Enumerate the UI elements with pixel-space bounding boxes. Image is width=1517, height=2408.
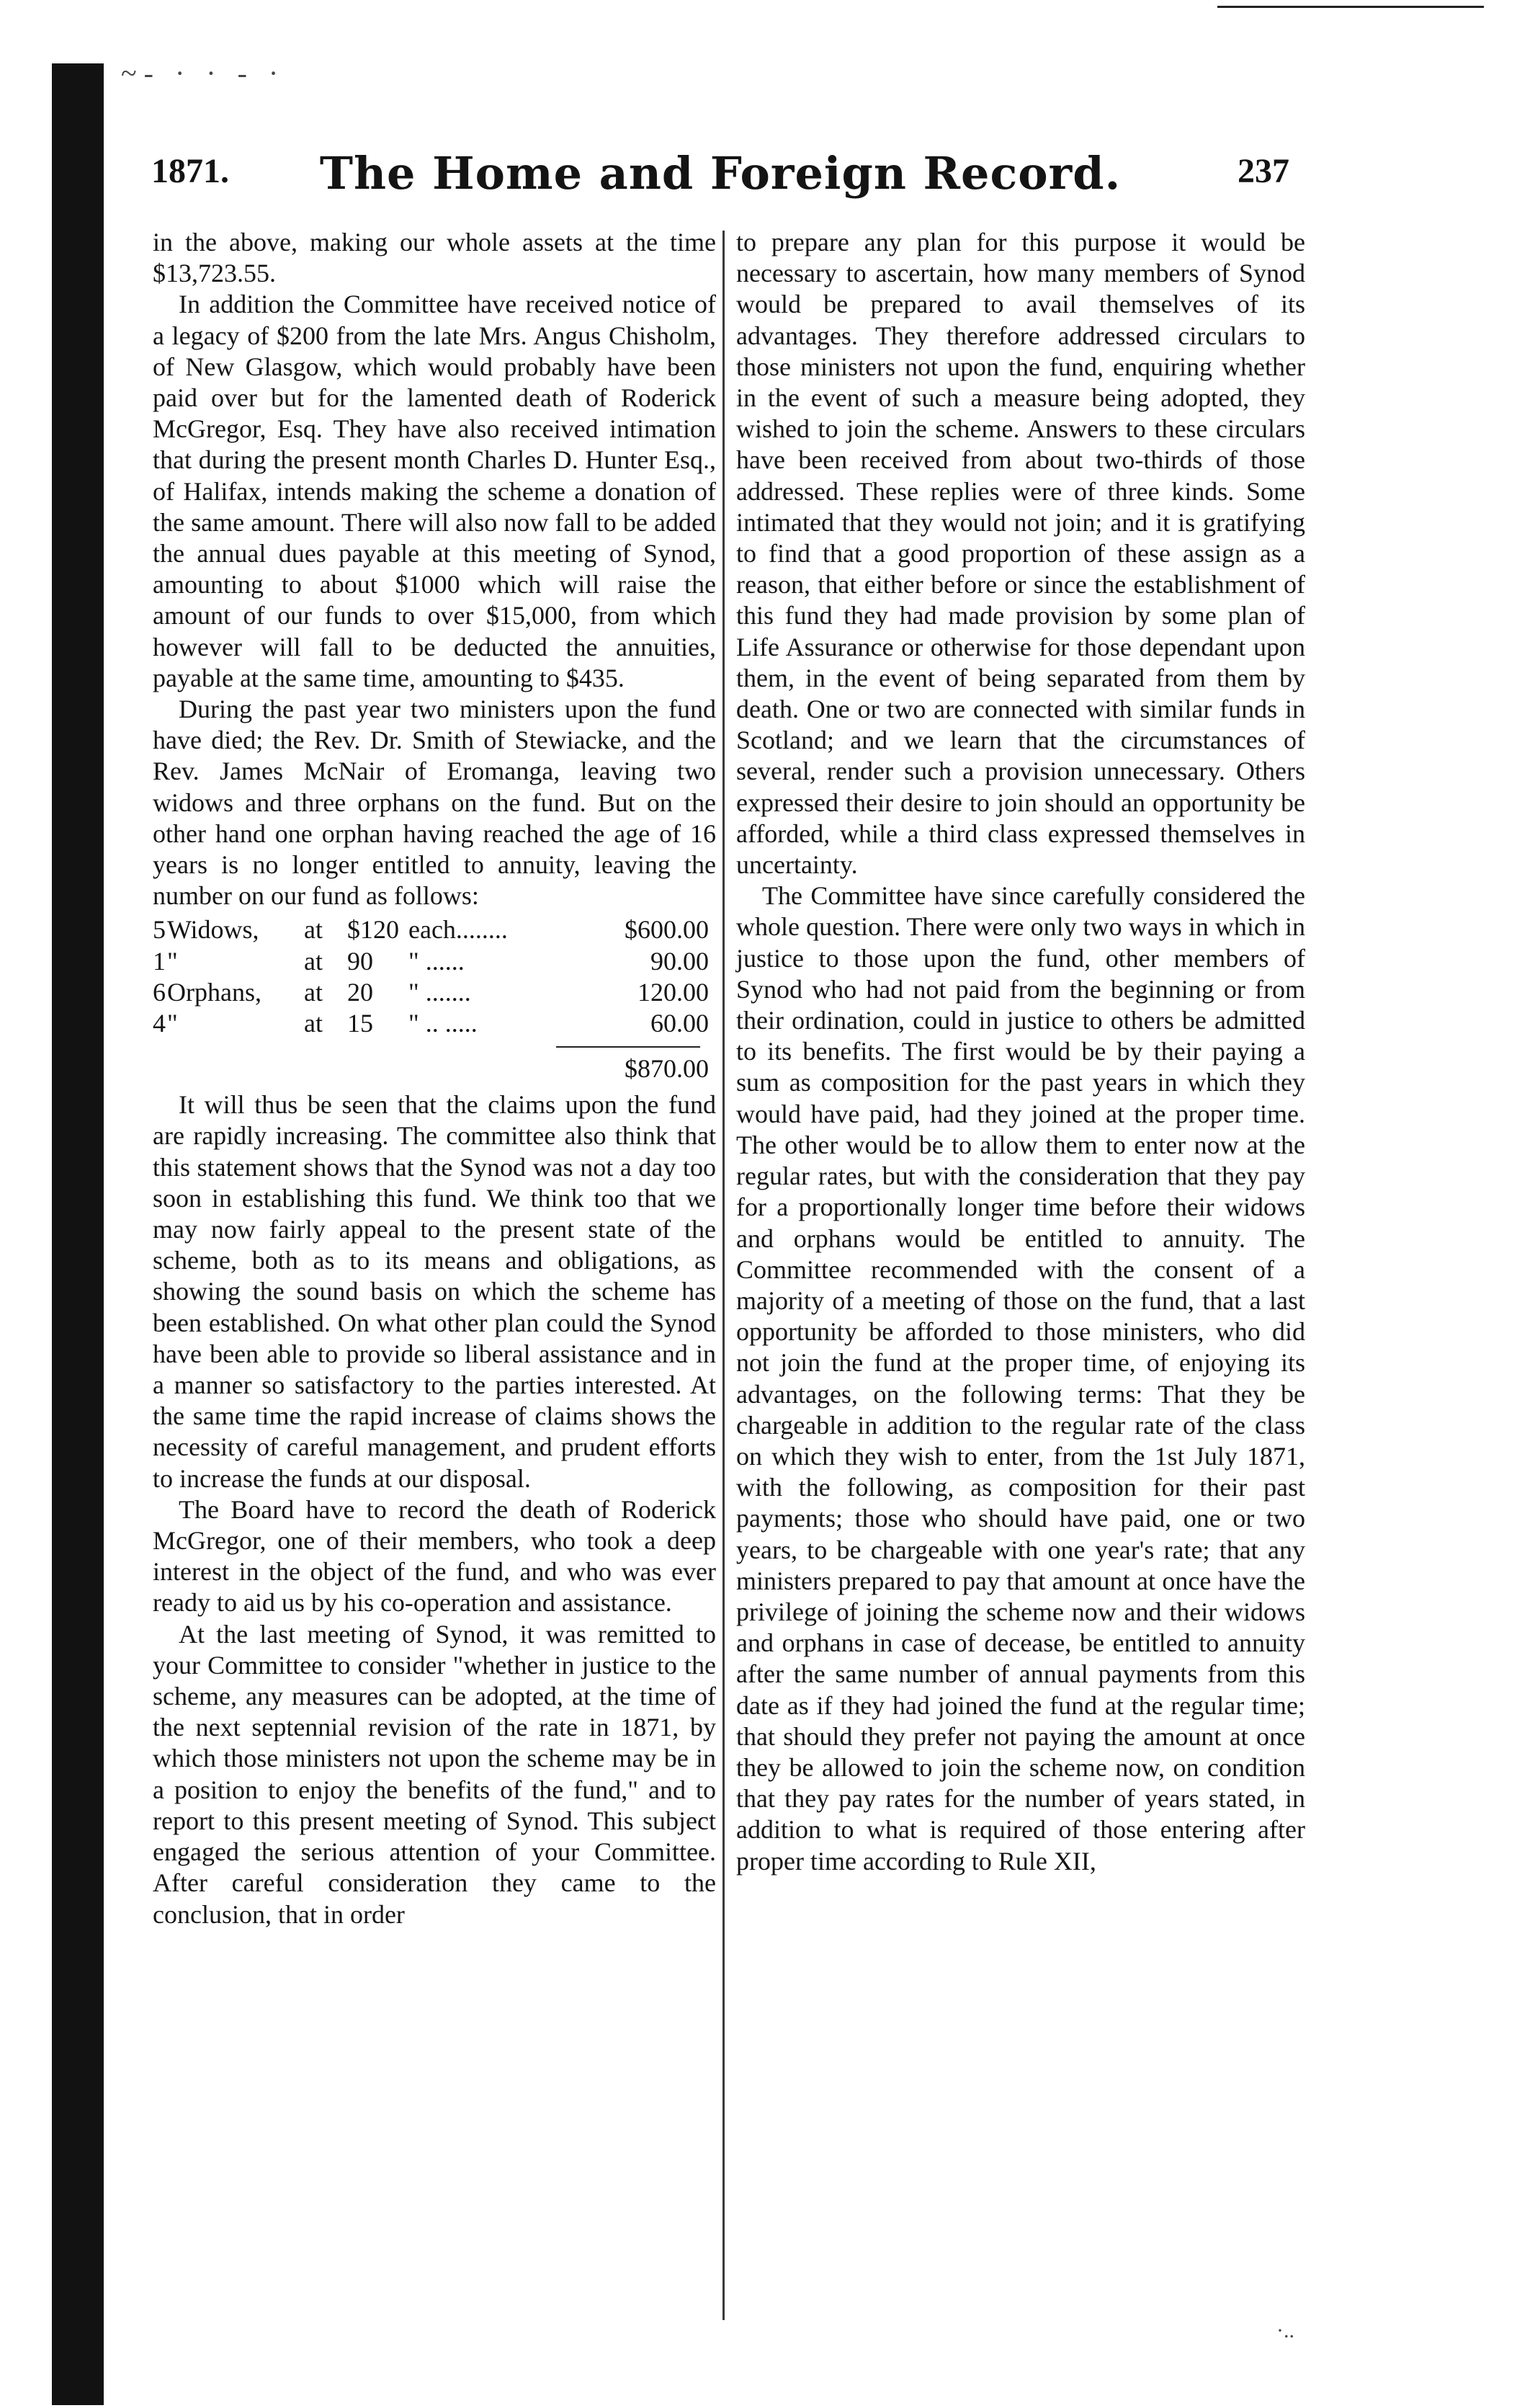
fund-rate: 20 [347, 977, 373, 1007]
fund-count: 1 [153, 946, 166, 976]
fund-amount: 90.00 [650, 946, 709, 976]
fund-kind: " [167, 1009, 178, 1038]
left-column [153, 227, 716, 1930]
sum-rule [556, 1046, 700, 1053]
scan-binding-edge [52, 63, 104, 2405]
fund-count: 6 [153, 977, 166, 1007]
fund-at: at [304, 946, 323, 976]
right-paragraph-1: to prepare any plan for this purpose it would be necessary to ascertain, how many members of Synod would be prepared to avail themselves of its advantages. They therefore addressed circulars to those ministers not upon the fund, enquiring whether in the event of such a measure being adopted, they wished to join the scheme. Answers to these circulars have been received from about two-thirds of those addressed. These replies were of three kinds. Some intimated that they would not join; and it is gratifying to find that a good proportion of these assign as a reason, that either before or since the establishment of this fund they had made provision by some plan of Life Assurance or otherwise for those dependant upon them, in the event of being separated from them by death. One or two are connected with similar funds in Scotland; and we learn that the circumstances of several, render such a provision unnecessary. Others expressed their desire to join should an opportunity be afforded, while a third class expressed themselves in uncertainty. [736, 228, 1305, 880]
right-paragraph-2: The Committee have since carefully considered the whole question. There were only two ways in which in justice to those upon the fund, other members of Synod who had not paid from the beginning or from their ordination, could in justice to others be admitted to its benefits. The first would be by their paying a sum as composition for the past years in which they would have paid, had they joined at the proper time. The other would be to allow them to enter now at the regular rates, but with the consideration that they pay for a proportionally longer time before their widows and orphans would be entitled to annuity. The Committee recommended with the consent of a majority of a meeting of those on the fund, that a last opportunity be afforded to those ministers, who did not join the fund at the proper time, of enjoying its advantages, on the following terms: That they be chargeable in addition to the regular rate of the class on which they wish to enter, from the 1st July 1871, with the following, as composition for their past payments; those who should have paid, one or two years, to be chargeable with one year's rate; that any ministers prepared to pay that amount at once have the privilege of joining the scheme now and their widows and orphans in case of decease, be entitled to annuity after the same number of annual payments from this date as if they had joined the fund at the regular time; that should they prefer not paying the amount at once they be allowed to join the scheme now, on condition that they pay rates for the number of years stated, in addition to what is required of those entering after proper time according to Rule XII, [736, 881, 1305, 1876]
fund-row [153, 914, 716, 945]
fund-count: 5 [153, 915, 166, 945]
fund-table [153, 914, 716, 1089]
fund-rate: 15 [347, 1009, 373, 1038]
fund-at: at [304, 977, 323, 1007]
header-title: The Home and Foreign Record. [319, 147, 1122, 200]
scan-specks: ~- · · - · [121, 57, 286, 89]
fund-each: " .. ..... [408, 1009, 478, 1038]
page-number: 237 [1238, 152, 1289, 190]
page-header [151, 147, 1289, 209]
scan-specks: ·.. [1276, 2319, 1294, 2342]
fund-kind: Widows, [167, 915, 259, 945]
fund-each: " ...... [408, 946, 465, 976]
fund-each: " ....... [408, 977, 471, 1007]
fund-amount: $600.00 [625, 915, 709, 945]
fund-kind: " [167, 946, 178, 976]
left-paragraph-5: The Board have to record the death of Roderick McGregor, one of their members, who took a deep interest in the object of the fund, and who was ever ready to aid us by his co-operation and assistance. [153, 1494, 716, 1618]
fund-row [153, 946, 716, 977]
fund-row [153, 1008, 716, 1039]
left-paragraph-3: During the past year two ministers upon the fund have died; the Rev. Dr. Smith of Stewiacke, and the Rev. James McNair of Eromanga, leaving two widows and three orphans on the fund. But on the other hand one orphan having reached the age of 16 years is no longer entitled to annuity, leaving the number on our fund as follows: [153, 695, 716, 911]
fund-kind: Orphans, [167, 977, 261, 1007]
left-paragraph-4: It will thus be seen that the claims upon the fund are rapidly increasing. The committee also think that this statement shows that the Synod was not a day too soon in establishing this fund. We think too that we may now fairly appeal to the present state of the scheme, both as to its means and obligations, as showing the sound basis on which the scheme has been established. On what other plan could the Synod have been able to provide so liberal assistance and in a manner so satisfactory to the parties interested. At the same time the rapid increase of claims shows the necessity of careful management, and prudent efforts to increase the funds at our disposal. [153, 1090, 716, 1493]
fund-amount: 120.00 [637, 977, 709, 1007]
fund-rate: $120 [347, 915, 399, 945]
fund-total: $870.00 [625, 1054, 709, 1084]
fund-rate: 90 [347, 946, 373, 976]
header-year: 1871. [151, 152, 229, 190]
fund-row [153, 977, 716, 1008]
fund-at: at [304, 1009, 323, 1038]
fund-each: each........ [408, 915, 508, 945]
right-column [736, 227, 1305, 1877]
top-rule [1217, 6, 1484, 8]
fund-at: at [304, 915, 323, 945]
left-paragraph-2: In addition the Committee have received notice of a legacy of $200 from the late Mrs. Angus Chisholm, of New Glasgow, which would probably have been paid over but for the lamented death of Roderick McGregor, Esq. They have also received intimation that during the present month Charles D. Hunter Esq., of Halifax, intends making the scheme a donation of the same amount. There will also now fall to be added the annual dues payable at this meeting of Synod, amounting to about $1000 which will raise the amount of our funds to over $15,000, from which however will fall to be deducted the annuities, payable at the same time, amounting to $435. [153, 290, 716, 692]
left-paragraph-1: in the above, making our whole assets at the time $13,723.55. [153, 228, 716, 288]
column-divider [722, 231, 725, 2320]
fund-amount: 60.00 [650, 1009, 709, 1038]
left-paragraph-6: At the last meeting of Synod, it was remitted to your Committee to consider "whether in justice to the scheme, any measures can be adopted, at the time of the next septennial revision of the rate in 1871, by which those ministers not upon the scheme may be in a position to enjoy the benefits of the fund," and to report to this present meeting of Synod. This subject engaged the serious attention of your Committee. After careful consideration they came to the conclusion, that in order [153, 1619, 716, 1929]
fund-count: 4 [153, 1009, 166, 1038]
